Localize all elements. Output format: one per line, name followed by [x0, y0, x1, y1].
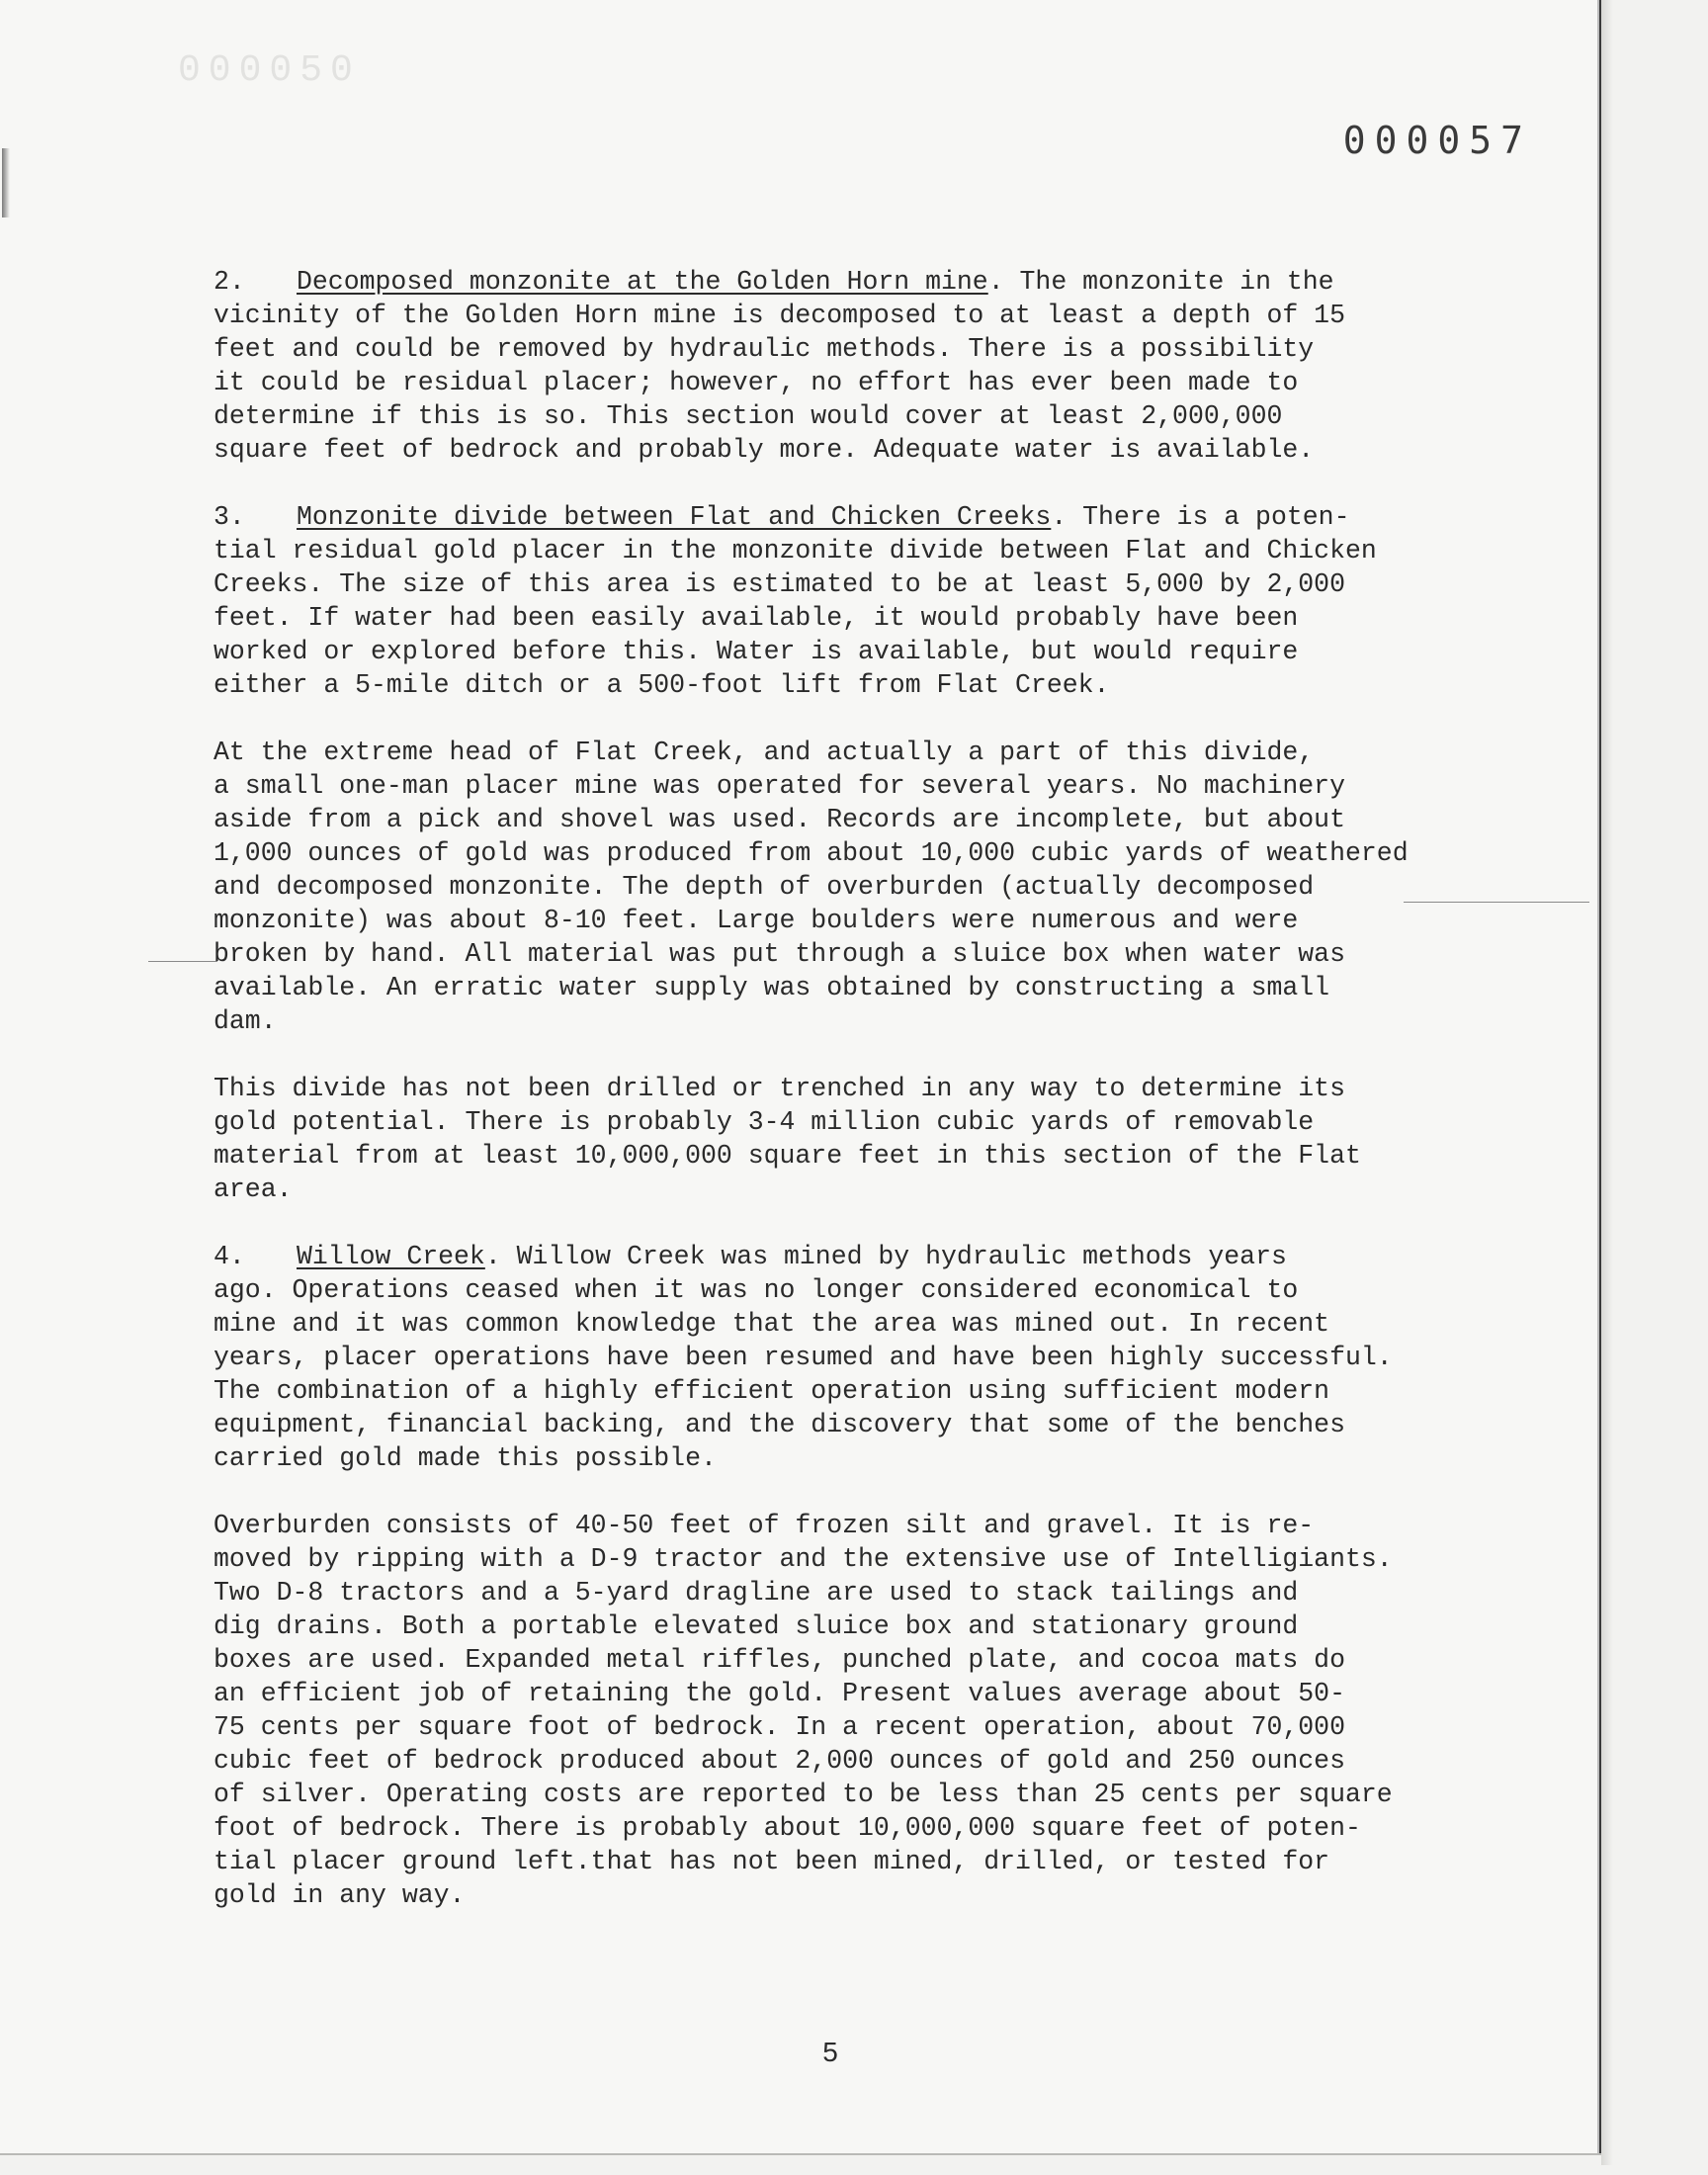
text-line: Creeks. The size of this area is estimated to be at least 5,000 by 2,000	[214, 569, 1345, 599]
page-number: 5	[822, 2037, 838, 2067]
text-line: and decomposed monzonite. The depth of overburden (actually decomposed	[214, 872, 1315, 902]
text-line	[214, 1240, 1498, 1273]
text-line: This divide has not been drilled or trenched in any way to determine its	[214, 1074, 1345, 1103]
section-heading: Willow Creek	[297, 1242, 485, 1271]
text-line: worked or explored before this. Water is available, but would require	[214, 637, 1299, 666]
text-line: The combination of a highly efficient operation using sufficient modern	[214, 1376, 1330, 1406]
text-line: At the extreme head of Flat Creek, and actually a part of this divide,	[214, 738, 1315, 767]
section-heading-rest: . Willow Creek was mined by hydraulic methods years	[484, 1242, 1287, 1271]
text-line: ago. Operations ceased when it was no longer considered economical to	[214, 1275, 1299, 1305]
text-line: cubic feet of bedrock produced about 2,000 ounces of gold and 250 ounces	[214, 1746, 1345, 1776]
paragraph	[214, 1240, 1498, 1475]
text-line: monzonite) was about 8-10 feet. Large boulders were numerous and were	[214, 906, 1299, 935]
section-heading: Monzonite divide between Flat and Chicken Creeks	[297, 502, 1052, 532]
document-id-number: 000057	[1342, 119, 1532, 162]
text-line	[214, 265, 1498, 299]
faded-bleedthrough-number: 000050	[178, 49, 361, 92]
page-edge-shadow	[1601, 0, 1613, 2165]
text-line: Overburden consists of 40-50 feet of frozen silt and gravel. It is re-	[214, 1511, 1315, 1540]
text-line: aside from a pick and shovel was used. Records are incomplete, but about	[214, 805, 1345, 834]
text-line	[214, 500, 1498, 534]
text-line: square feet of bedrock and probably more. Adequate water is available.	[214, 435, 1315, 465]
text-line: 75 cents per square foot of bedrock. In a recent operation, about 70,000	[214, 1712, 1345, 1742]
text-line: gold in any way.	[214, 1880, 466, 1910]
text-line: foot of bedrock. There is probably about 10,000,000 square feet of poten-	[214, 1813, 1361, 1843]
paragraph	[214, 736, 1498, 1038]
text-line: equipment, financial backing, and the discovery that some of the benches	[214, 1410, 1345, 1439]
text-line: material from at least 10,000,000 square feet in this section of the Flat	[214, 1141, 1361, 1171]
text-line: feet. If water had been easily available, it would probably have been	[214, 603, 1299, 633]
text-line: area.	[214, 1174, 293, 1204]
text-line: dam.	[214, 1006, 277, 1036]
section-heading-rest: . The monzonite in the	[987, 267, 1334, 297]
text-line: determine if this is so. This section would cover at least 2,000,000	[214, 401, 1283, 431]
text-line: Two D-8 tractors and a 5-yard dragline are used to stack tailings and	[214, 1578, 1299, 1608]
text-line: it could be residual placer; however, no effort has ever been made to	[214, 368, 1299, 397]
section-number: 3.	[214, 502, 245, 532]
text-line: either a 5-mile ditch or a 500-foot lift from Flat Creek.	[214, 670, 1110, 700]
text-line: feet and could be removed by hydraulic methods. There is a possibility	[214, 334, 1315, 364]
paragraph	[214, 265, 1498, 467]
section-number: 2.	[214, 267, 245, 297]
scan-margin-mark	[2, 148, 10, 218]
text-line: boxes are used. Expanded metal riffles, punched plate, and cocoa mats do	[214, 1645, 1345, 1675]
paragraph	[214, 1509, 1498, 1912]
paragraph	[214, 1072, 1498, 1206]
text-line: years, placer operations have been resumed and have been highly successful.	[214, 1343, 1393, 1372]
page-bottom-edge	[0, 2153, 1601, 2155]
document-body	[214, 265, 1498, 1946]
text-line: available. An erratic water supply was obtained by constructing a small	[214, 973, 1330, 1002]
section-heading: Decomposed monzonite at the Golden Horn mine	[297, 267, 988, 297]
text-line: moved by ripping with a D-9 tractor and the extensive use of Intelligiants.	[214, 1544, 1393, 1574]
text-line: gold potential. There is probably 3-4 million cubic yards of removable	[214, 1107, 1315, 1137]
text-line: carried gold made this possible.	[214, 1443, 717, 1473]
text-line: a small one-man placer mine was operated for several years. No machinery	[214, 771, 1345, 801]
text-line: dig drains. Both a portable elevated sluice box and stationary ground	[214, 1611, 1299, 1641]
section-heading-rest: . There is a poten-	[1051, 502, 1350, 532]
stray-scan-line	[148, 961, 217, 962]
text-line: tial placer ground left.that has not been mined, drilled, or tested for	[214, 1847, 1330, 1876]
text-line: mine and it was common knowledge that the area was mined out. In recent	[214, 1309, 1330, 1339]
text-line: broken by hand. All material was put through a sluice box when water was	[214, 939, 1345, 969]
section-number: 4.	[214, 1242, 245, 1271]
text-line: an efficient job of retaining the gold. Present values average about 50-	[214, 1679, 1345, 1708]
text-line: 1,000 ounces of gold was produced from about 10,000 cubic yards of weathered	[214, 838, 1409, 868]
text-line: of silver. Operating costs are reported to be less than 25 cents per square	[214, 1780, 1393, 1809]
text-line: vicinity of the Golden Horn mine is decomposed to at least a depth of 15	[214, 301, 1345, 330]
text-line: tial residual gold placer in the monzonite divide between Flat and Chicken	[214, 536, 1377, 566]
paragraph	[214, 500, 1498, 702]
